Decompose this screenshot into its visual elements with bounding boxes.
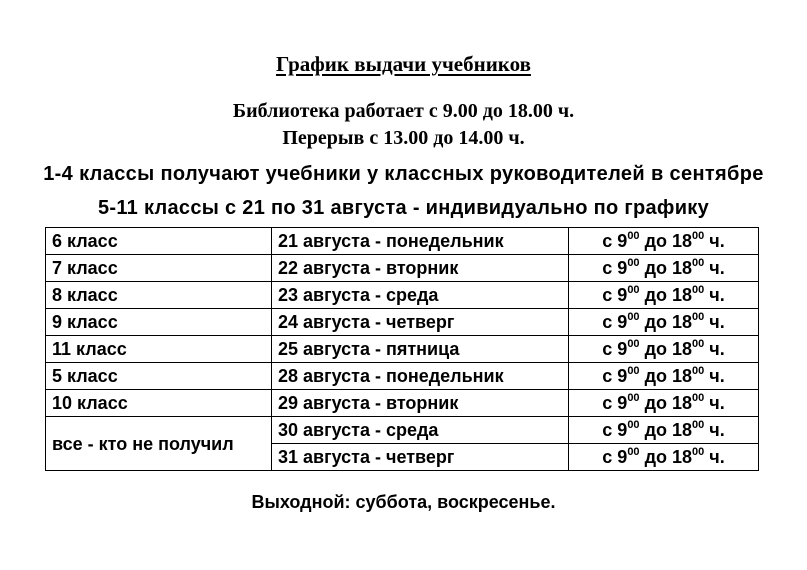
time-suffix: ч. <box>704 447 725 467</box>
class-cell: 7 класс <box>46 255 272 282</box>
time-end-minutes: 00 <box>692 392 705 404</box>
time-cell <box>569 363 759 390</box>
class-cell: все - кто не получил <box>46 417 272 471</box>
days-off: Выходной: суббота, воскресенье. <box>251 492 556 512</box>
time-suffix: ч. <box>704 339 725 359</box>
time-end-minutes: 00 <box>692 257 705 269</box>
time-cell <box>569 444 759 471</box>
time-start-minutes: 00 <box>627 284 640 296</box>
date-cell: 24 августа - четверг <box>272 309 569 336</box>
table-row <box>46 309 759 336</box>
time-suffix: ч. <box>704 393 725 413</box>
time-middle: до 18 <box>639 447 693 467</box>
time-end-minutes: 00 <box>692 230 705 242</box>
time-prefix: с 9 <box>602 312 628 332</box>
time-start-minutes: 00 <box>627 419 640 431</box>
time-suffix: ч. <box>704 312 725 332</box>
date-cell: 23 августа - среда <box>272 282 569 309</box>
time-suffix: ч. <box>704 258 725 278</box>
date-cell: 29 августа - вторник <box>272 390 569 417</box>
time-end-minutes: 00 <box>692 446 705 458</box>
time-start-minutes: 00 <box>627 311 640 323</box>
time-prefix: с 9 <box>602 231 628 251</box>
time-suffix: ч. <box>704 231 725 251</box>
time-cell <box>569 417 759 444</box>
table-row <box>46 390 759 417</box>
time-prefix: с 9 <box>602 447 628 467</box>
page-title <box>0 54 807 75</box>
date-cell: 21 августа - понедельник <box>272 228 569 255</box>
time-prefix: с 9 <box>602 258 628 278</box>
time-suffix: ч. <box>704 285 725 305</box>
time-cell <box>569 309 759 336</box>
time-middle: до 18 <box>639 285 693 305</box>
date-cell: 31 августа - четверг <box>272 444 569 471</box>
time-end-minutes: 00 <box>692 419 705 431</box>
time-suffix: ч. <box>704 420 725 440</box>
time-start-minutes: 00 <box>627 338 640 350</box>
table-row <box>46 336 759 363</box>
time-end-minutes: 00 <box>692 284 705 296</box>
time-cell <box>569 255 759 282</box>
time-middle: до 18 <box>639 258 693 278</box>
time-cell <box>569 336 759 363</box>
table-row <box>46 417 759 444</box>
time-end-minutes: 00 <box>692 338 705 350</box>
class-cell: 8 класс <box>46 282 272 309</box>
time-cell <box>569 390 759 417</box>
date-cell: 22 августа - вторник <box>272 255 569 282</box>
secondary-grades-note: 5-11 классы с 21 по 31 августа - индивидуально по графику <box>97 197 710 219</box>
break-hours: Перерыв с 13.00 до 14.00 ч. <box>282 127 525 149</box>
date-cell: 30 августа - среда <box>272 417 569 444</box>
table-row <box>46 255 759 282</box>
time-middle: до 18 <box>639 339 693 359</box>
class-cell: 11 класс <box>46 336 272 363</box>
time-start-minutes: 00 <box>627 230 640 242</box>
time-prefix: с 9 <box>602 393 628 413</box>
primary-grades-note: 1-4 классы получают учебники у классных руководителей в сентябре <box>43 163 764 185</box>
table-row <box>46 363 759 390</box>
time-middle: до 18 <box>639 393 693 413</box>
time-cell <box>569 282 759 309</box>
class-cell: 9 класс <box>46 309 272 336</box>
time-middle: до 18 <box>639 231 693 251</box>
time-middle: до 18 <box>639 420 693 440</box>
time-middle: до 18 <box>639 312 693 332</box>
time-start-minutes: 00 <box>627 365 640 377</box>
time-prefix: с 9 <box>602 285 628 305</box>
library-hours: Библиотека работает с 9.00 до 18.00 ч. <box>232 100 575 122</box>
time-start-minutes: 00 <box>627 392 640 404</box>
time-middle: до 18 <box>639 366 693 386</box>
table-row <box>46 228 759 255</box>
class-cell: 10 класс <box>46 390 272 417</box>
date-cell: 25 августа - пятница <box>272 336 569 363</box>
time-end-minutes: 00 <box>692 365 705 377</box>
time-cell <box>569 228 759 255</box>
time-start-minutes: 00 <box>627 257 640 269</box>
table-row <box>46 282 759 309</box>
time-prefix: с 9 <box>602 420 628 440</box>
class-cell: 5 класс <box>46 363 272 390</box>
time-suffix: ч. <box>704 366 725 386</box>
time-start-minutes: 00 <box>627 446 640 458</box>
date-cell: 28 августа - понедельник <box>272 363 569 390</box>
time-prefix: с 9 <box>602 339 628 359</box>
schedule-body <box>46 228 759 471</box>
class-cell: 6 класс <box>46 228 272 255</box>
schedule-table <box>45 227 759 471</box>
title-text: График выдачи учебников <box>276 52 531 76</box>
time-prefix: с 9 <box>602 366 628 386</box>
time-end-minutes: 00 <box>692 311 705 323</box>
